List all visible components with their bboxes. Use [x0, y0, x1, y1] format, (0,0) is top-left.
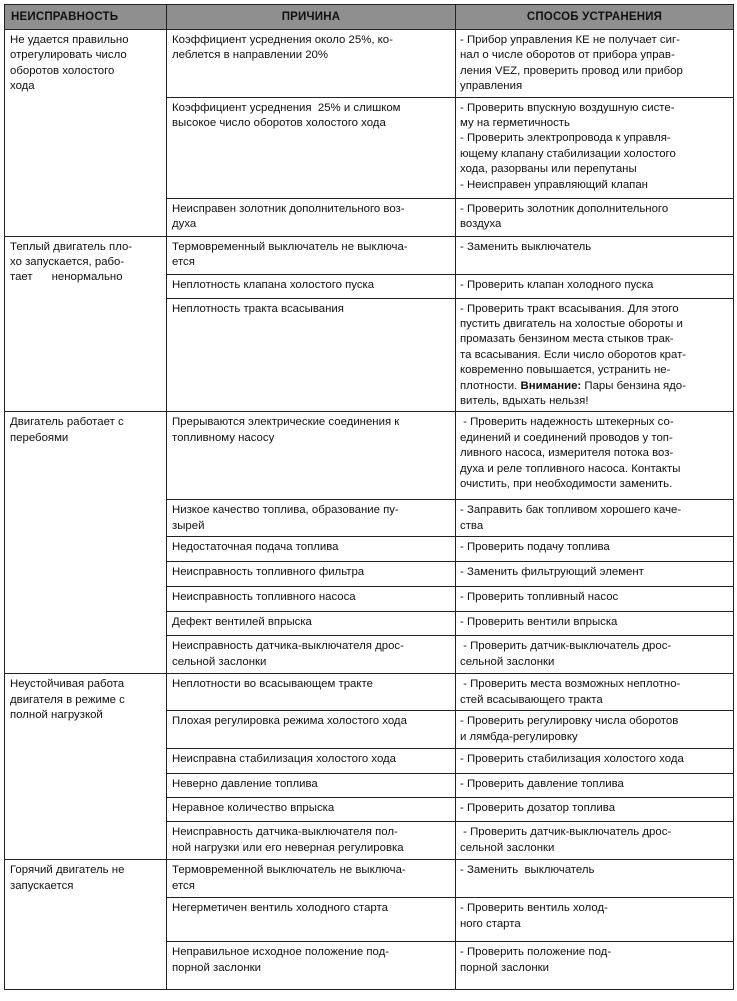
fix-text-line: - Проверить дозатор топлива: [460, 802, 616, 815]
fix-text-line: - Проверить вентиль холод-: [460, 902, 608, 915]
fix-text-line: - Проверить топливный насос: [460, 591, 619, 604]
fix-text-line: - Проверить электропровода к управля-: [460, 132, 671, 145]
cause-cell: [167, 636, 456, 674]
warning-label: Внимание:: [520, 379, 582, 392]
fix-text-line: - Проверить впускную воздушную систе-: [460, 101, 675, 114]
fix-cell: [456, 860, 734, 898]
fault-text-line: перебоями: [10, 431, 69, 444]
fix-text-line: ства: [460, 519, 484, 532]
fix-text-line: - Проверить золотник дополнительного: [460, 202, 669, 215]
fault-text-line: хо запускается, рабо-: [10, 256, 125, 269]
fault-text-line: отрегулировать число: [10, 49, 127, 62]
fix-text-line: - Заменить фильтрующий элемент: [460, 566, 644, 579]
table-header-row: [5, 5, 734, 30]
fix-text-line: - Заменить выключатель: [460, 864, 595, 877]
cause-cell: [167, 860, 456, 898]
fault-text-line: оборотов холостого: [10, 64, 115, 77]
cause-text-line: Неправильное исходное положение под-: [172, 946, 390, 959]
cause-text-line: Недостаточная подача топлива: [172, 541, 339, 554]
fix-cell: [456, 612, 734, 636]
cause-cell: [167, 537, 456, 562]
fix-text-line: - Заменить выключатель: [460, 240, 592, 253]
cause-text-line: Неплотность тракта всасывания: [172, 302, 344, 315]
fix-text-line: ления VEZ, проверить провод или прибор: [460, 64, 683, 77]
fault-cell: [5, 30, 167, 237]
fix-text-line: управления: [460, 80, 523, 93]
table-row: [5, 860, 734, 898]
fault-text-line: полной нагрузкой: [10, 709, 103, 722]
fix-cell: [456, 30, 734, 98]
fix-text-line: - Прибор управления КЕ не получает сиг-: [460, 34, 680, 46]
table-body: [5, 30, 734, 990]
cause-cell: [167, 562, 456, 587]
cause-text-line: Неплотность клапана холостого пуска: [172, 278, 375, 291]
cause-text-line: Неисправность датчика-выключателя пол-: [172, 826, 398, 839]
cause-text-line: Термовременный выключатель не выключа-: [172, 240, 408, 253]
table-row: [5, 674, 734, 711]
fault-text-line: Теплый двигатель пло-: [10, 240, 133, 253]
fix-text-line: ющему клапану стабилизации холостого: [460, 147, 676, 160]
fix-text-line: ковременно повышается, устранить не-: [460, 364, 671, 377]
fix-cell: [456, 636, 734, 674]
cause-cell: [167, 822, 456, 860]
fault-text-line: Двигатель работает с: [10, 416, 124, 429]
cause-text-line: ется: [172, 879, 195, 892]
fix-cell: [456, 587, 734, 612]
fix-text-line: хода, разорваны или перепутаны: [460, 163, 637, 176]
table-row: [5, 412, 734, 500]
cause-text-line: порной заслонки: [172, 961, 261, 974]
fix-text-line: - Проверить подачу топлива: [460, 541, 610, 554]
cause-cell: [167, 942, 456, 990]
fix-text-line: - Проверить вентили впрыска: [460, 616, 618, 629]
fix-text-line: воздуха: [460, 218, 502, 231]
fix-text-line: - Проверить тракт всасывания. Для этого: [460, 302, 679, 315]
fix-text-segment: плотности.: [460, 379, 518, 392]
cause-text-line: Термовременной выключатель не выключа-: [172, 864, 406, 877]
cause-text-line: Неисправность топливного насоса: [172, 591, 356, 604]
cause-cell: [167, 412, 456, 500]
fix-text-line: духа и реле топливного насоса. Контакты: [460, 462, 681, 475]
fix-text-line: порной заслонки: [460, 961, 549, 974]
fix-text-line: очистить, при необходимости заменить.: [460, 478, 673, 491]
fix-text-line: - Проверить датчик-выключатель дрос-: [460, 826, 672, 839]
fix-text-line: та всасывания. Если число оборотов крат-: [460, 348, 687, 361]
fix-text-line: нал о числе оборотов от прибора управ-: [460, 49, 675, 62]
cause-text-line: леблется в направлении 20%: [172, 49, 329, 62]
cause-text-line: Дефект вентилей впрыска: [172, 616, 312, 629]
fault-cell: [5, 412, 167, 674]
fix-text-line: - Проверить регулировку числа оборотов: [460, 715, 679, 728]
cause-text-line: Неисправность топливного фильтра: [172, 566, 365, 579]
fault-text-line: двигателя в режиме с: [10, 693, 125, 706]
cause-cell: [167, 898, 456, 942]
cause-text-line: Неравное количество впрыска: [172, 802, 335, 815]
fix-text-line: пустить двигатель на холостые обороты и: [460, 318, 683, 331]
fix-cell: [456, 298, 734, 412]
cause-text-line: сельной заслонки: [172, 655, 267, 668]
cause-text-line: топливному насосу: [172, 431, 275, 444]
cause-text-line: духа: [172, 218, 197, 231]
cause-text-line: Прерываются электрические соединения к: [172, 416, 400, 429]
cause-text-line: Плохая регулировка режима холостого хода: [172, 715, 407, 728]
fix-text-line: ного старта: [460, 917, 521, 930]
fault-text-line: Неустойчивая работа: [10, 678, 125, 691]
table-row: [5, 30, 734, 98]
fix-cell: [456, 412, 734, 500]
fault-cell: [5, 674, 167, 860]
fix-text-line: единений и соединений проводов у топ-: [460, 431, 673, 444]
fix-text-line: - Проверить давление топлива: [460, 778, 624, 791]
cause-text-line: Неплотности во всасывающем тракте: [172, 678, 373, 691]
troubleshooting-document: [4, 4, 733, 990]
cause-text-line: Негерметичен вентиль холодного старта: [172, 902, 388, 915]
fix-text-line: [460, 379, 729, 394]
cause-text-line: высокое число оборотов холостого хода: [172, 117, 386, 130]
fix-text-line: сельной заслонки: [460, 655, 555, 668]
cause-cell: [167, 236, 456, 274]
cause-cell: [167, 612, 456, 636]
cause-cell: [167, 198, 456, 236]
fix-text-line: и лямбда-регулировку: [460, 730, 578, 743]
fix-cell: [456, 500, 734, 537]
fault-text-line: хода: [10, 80, 35, 93]
table-row: [5, 236, 734, 274]
fix-text-line: - Проверить надежность штекерных со-: [460, 416, 674, 429]
fault-text-line: запускается: [10, 879, 74, 892]
fix-cell: [456, 822, 734, 860]
troubleshooting-table: [4, 4, 734, 990]
header-fix: СПОСОБ УСТРАНЕНИЯ: [456, 5, 734, 30]
fix-cell: [456, 749, 734, 774]
fix-cell: [456, 97, 734, 198]
fix-text-line: - Проверить клапан холодного пуска: [460, 278, 654, 291]
fault-text-line: тает ненормально: [10, 271, 123, 284]
cause-text-line: зырей: [172, 519, 205, 532]
cause-text-line: Неисправность датчика-выключателя дрос-: [172, 640, 404, 653]
fix-cell: [456, 198, 734, 236]
fix-cell: [456, 942, 734, 990]
fix-text-line: - Проверить стабилизация холостого хода: [460, 753, 684, 766]
fix-cell: [456, 562, 734, 587]
header-cause: ПРИЧИНА: [167, 5, 456, 30]
cause-text-line: Неисправен золотник дополнительного воз-: [172, 202, 405, 215]
fix-text-line: ливного насоса, измерителя потока воз-: [460, 447, 674, 460]
cause-text-line: Неисправна стабилизация холостого хода: [172, 753, 397, 766]
cause-cell: [167, 274, 456, 298]
fault-cell: [5, 860, 167, 990]
cause-cell: [167, 500, 456, 537]
fault-cell: [5, 236, 167, 412]
header-fault: НЕИСПРАВНОСТЬ: [5, 5, 167, 30]
fix-cell: [456, 274, 734, 298]
fix-text-line: - Проверить места возможных неплотно-: [460, 678, 681, 691]
fault-text-line: Не удается правильно: [10, 34, 129, 46]
cause-text-line: ной нагрузки или его неверная регулировка: [172, 841, 404, 854]
fault-text-line: Горячий двигатель не: [10, 864, 125, 877]
fix-text-line: сельной заслонки: [460, 841, 555, 854]
fix-cell: [456, 774, 734, 798]
cause-text-line: Коэффициент усреднения 25% и слишком: [172, 101, 401, 114]
fix-text-line: - Неисправен управляющий клапан: [460, 178, 648, 191]
fix-cell: [456, 236, 734, 274]
cause-cell: [167, 587, 456, 612]
fix-cell: [456, 711, 734, 749]
fix-text-line: промазать бензином места стыков трак-: [460, 333, 674, 346]
cause-text-line: Неверно давление топлива: [172, 778, 318, 791]
fix-cell: [456, 674, 734, 711]
fix-cell: [456, 537, 734, 562]
cause-cell: [167, 97, 456, 198]
fix-cell: [456, 798, 734, 822]
cause-cell: [167, 774, 456, 798]
warning-text: Пары бензина ядо-: [581, 379, 686, 392]
fix-text-line: - Проверить датчик-выключатель дрос-: [460, 640, 672, 653]
cause-cell: [167, 798, 456, 822]
cause-text-line: Низкое качество топлива, образование пу-: [172, 504, 399, 517]
fix-text-line: витель, вдыхать нельзя!: [460, 395, 589, 408]
cause-cell: [167, 298, 456, 412]
cause-cell: [167, 674, 456, 711]
cause-cell: [167, 749, 456, 774]
cause-text-line: Коэффициент усреднения около 25%, ко-: [172, 34, 393, 46]
fix-cell: [456, 898, 734, 942]
cause-cell: [167, 711, 456, 749]
fix-text-line: стей всасывающего тракта: [460, 693, 603, 706]
fix-text-line: - Проверить положение под-: [460, 946, 612, 959]
cause-text-line: ется: [172, 256, 195, 269]
cause-cell: [167, 30, 456, 98]
fix-text-line: му на герметичность: [460, 117, 570, 130]
fix-text-line: - Заправить бак топливом хорошего каче-: [460, 504, 682, 517]
